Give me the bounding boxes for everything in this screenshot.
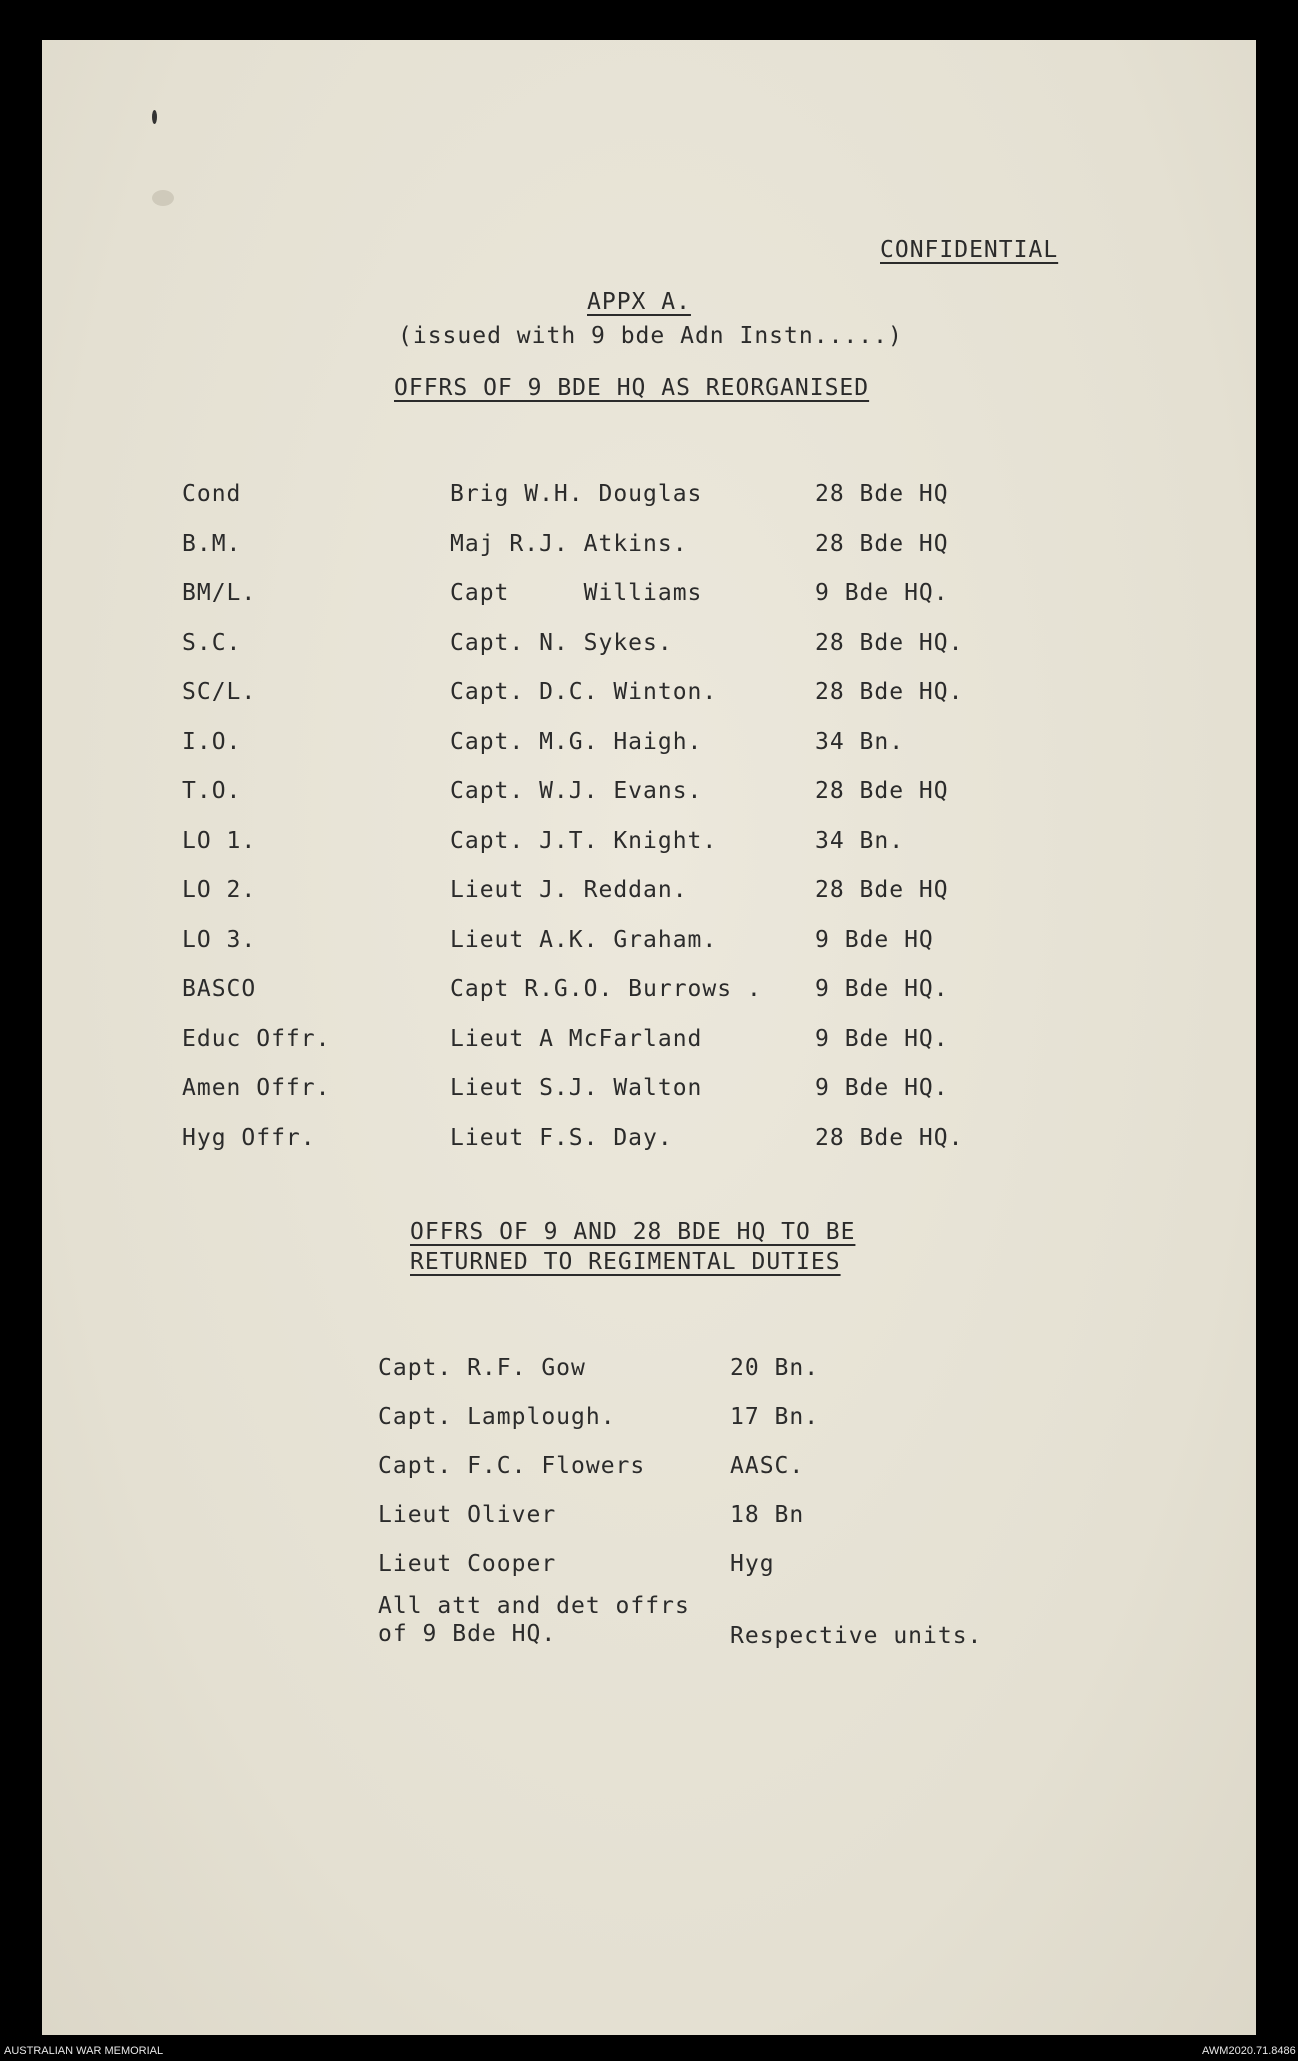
- officer-role: SC/L.: [182, 679, 257, 705]
- officer-unit: 9 Bde HQ.: [815, 1075, 949, 1101]
- section2-title-line1: OFFRS OF 9 AND 28 BDE HQ TO BE: [410, 1219, 856, 1245]
- officer-unit: 9 Bde HQ.: [815, 1026, 949, 1052]
- returned-unit: 20 Bn.: [730, 1355, 820, 1381]
- officer-name: Lieut S.J. Walton: [450, 1075, 703, 1101]
- issued-note: (issued with 9 bde Adn Instn.....): [398, 323, 903, 349]
- officer-unit: 28 Bde HQ.: [815, 1125, 964, 1151]
- returned-unit: 18 Bn: [730, 1502, 805, 1528]
- officer-role: Educ Offr.: [182, 1026, 331, 1052]
- section1-title: OFFRS OF 9 BDE HQ AS REORGANISED: [394, 375, 870, 401]
- returned-unit: 17 Bn.: [730, 1404, 820, 1430]
- officer-role: B.M.: [182, 531, 242, 557]
- classification-label: CONFIDENTIAL: [880, 237, 1059, 263]
- officer-role: T.O.: [182, 778, 242, 804]
- officer-name: Maj R.J. Atkins.: [450, 531, 688, 557]
- officer-name: Capt R.G.O. Burrows .: [450, 976, 762, 1002]
- officer-unit: 34 Bn.: [815, 828, 905, 854]
- returned-last-name-line2: of 9 Bde HQ.: [378, 1621, 557, 1647]
- officer-unit: 9 Bde HQ: [815, 927, 934, 953]
- officer-role: Amen Offr.: [182, 1075, 331, 1101]
- officer-role: Cond: [182, 481, 242, 507]
- officer-unit: 28 Bde HQ.: [815, 630, 964, 656]
- officer-unit: 9 Bde HQ.: [815, 976, 949, 1002]
- returned-name: Lieut Cooper: [378, 1551, 557, 1577]
- officer-role: LO 2.: [182, 877, 257, 903]
- officer-unit: 28 Bde HQ.: [815, 679, 964, 705]
- officer-name: Capt. M.G. Haigh.: [450, 729, 703, 755]
- footer-left: AUSTRALIAN WAR MEMORIAL: [4, 2045, 164, 2057]
- officer-name: Lieut A McFarland: [450, 1026, 703, 1052]
- returned-unit: Hyg: [730, 1551, 775, 1577]
- returned-last-unit: Respective units.: [730, 1623, 983, 1649]
- officer-name: Brig W.H. Douglas: [450, 481, 703, 507]
- officer-name: Capt. J.T. Knight.: [450, 828, 718, 854]
- officer-role: LO 1.: [182, 828, 257, 854]
- punch-hole-mark: [152, 190, 174, 206]
- officer-role: S.C.: [182, 630, 242, 656]
- returned-name: Capt. R.F. Gow: [378, 1355, 586, 1381]
- officer-role: I.O.: [182, 729, 242, 755]
- officer-unit: 28 Bde HQ: [815, 877, 949, 903]
- returned-unit: AASC.: [730, 1453, 805, 1479]
- document-sheet: [42, 40, 1256, 2035]
- returned-name: Capt. F.C. Flowers: [378, 1453, 646, 1479]
- punch-hole-mark-small: [152, 110, 157, 124]
- officer-name: Capt. N. Sykes.: [450, 630, 673, 656]
- officer-name: Lieut J. Reddan.: [450, 877, 688, 903]
- officer-name: Lieut F.S. Day.: [450, 1125, 673, 1151]
- officer-role: BASCO: [182, 976, 257, 1002]
- officer-role: Hyg Offr.: [182, 1125, 316, 1151]
- section2-title-line2: RETURNED TO REGIMENTAL DUTIES: [410, 1249, 841, 1275]
- officer-role: BM/L.: [182, 580, 257, 606]
- footer-right: AWM2020.71.8486: [1202, 2045, 1296, 2057]
- officer-name: Capt. D.C. Winton.: [450, 679, 718, 705]
- officer-name: Lieut A.K. Graham.: [450, 927, 718, 953]
- officer-unit: 9 Bde HQ.: [815, 580, 949, 606]
- officer-unit: 28 Bde HQ: [815, 531, 949, 557]
- officer-unit: 28 Bde HQ: [815, 481, 949, 507]
- officer-name: Capt Williams: [450, 580, 703, 606]
- officer-name: Capt. W.J. Evans.: [450, 778, 703, 804]
- returned-last-name-line1: All att and det offrs: [378, 1593, 690, 1619]
- appendix-title: APPX A.: [587, 289, 691, 315]
- officer-unit: 28 Bde HQ: [815, 778, 949, 804]
- returned-name: Lieut Oliver: [378, 1502, 557, 1528]
- officer-role: LO 3.: [182, 927, 257, 953]
- returned-name: Capt. Lamplough.: [378, 1404, 616, 1430]
- officer-unit: 34 Bn.: [815, 729, 905, 755]
